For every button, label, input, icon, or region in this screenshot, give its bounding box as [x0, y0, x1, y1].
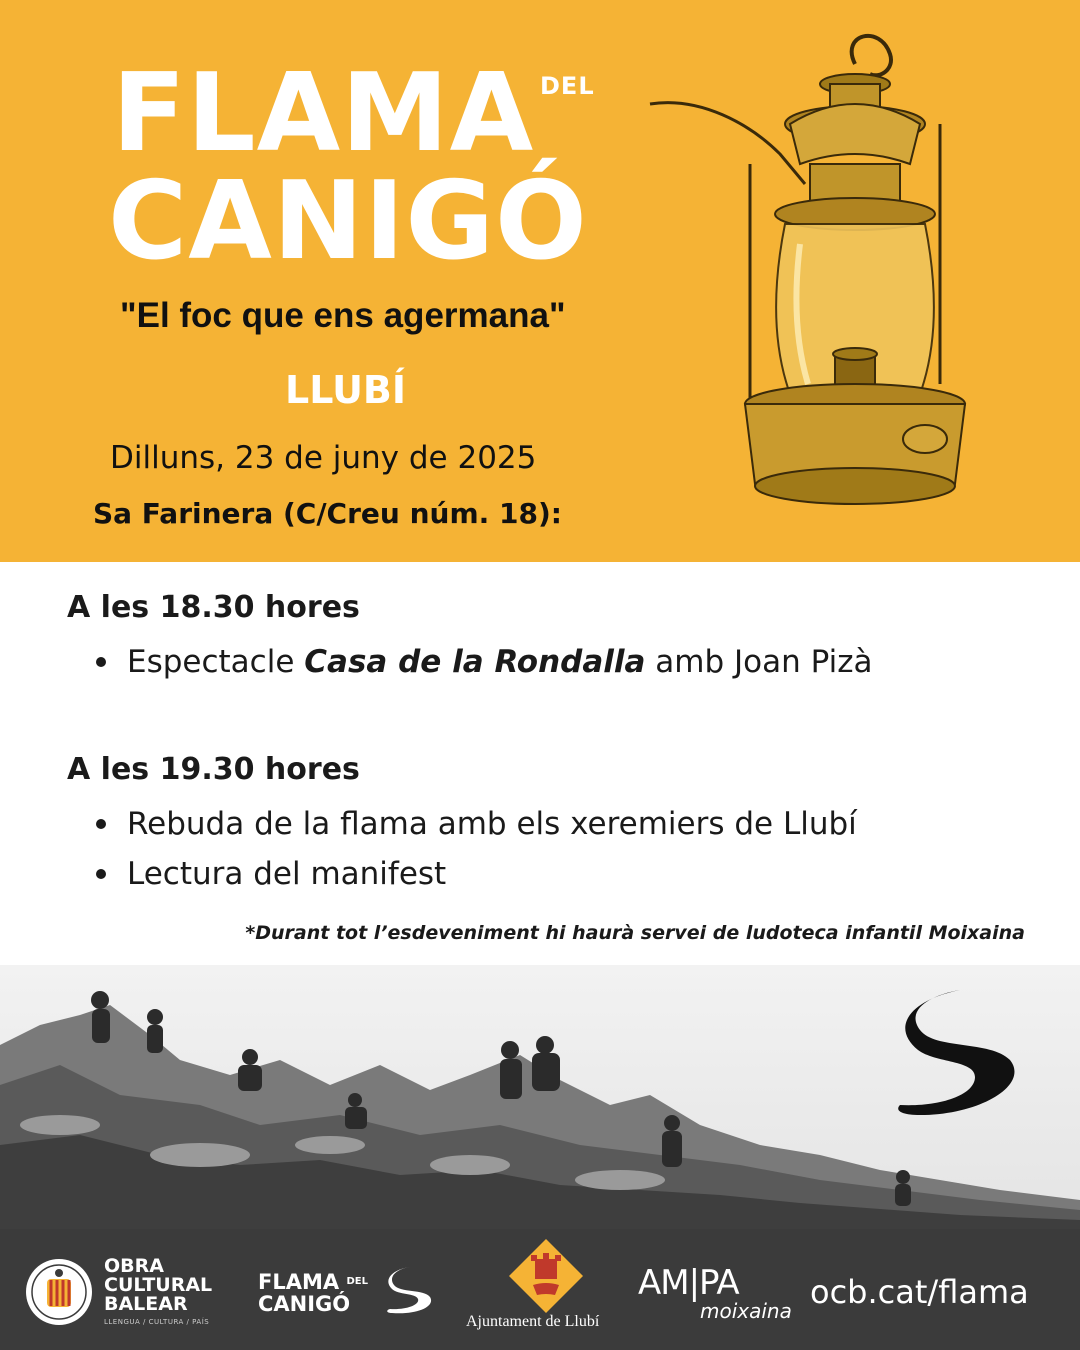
childcare-note: *Durant tot l’esdeveniment hi haurà servei de ludoteca infantil Moixaina: [245, 922, 1025, 944]
flama-canigo-logo: [258, 1271, 368, 1315]
item-suffix: amb Joan Pizà: [645, 644, 873, 680]
ajuntament-crest-icon: [507, 1237, 585, 1315]
mountain-photo-illustration: [0, 965, 1080, 1229]
event-date: Dilluns, 23 de juny de 2025: [110, 440, 537, 476]
bullet: [96, 657, 106, 667]
slot-2-time: A les 19.30 hores: [67, 752, 360, 787]
website-url: ocb.cat/flama: [810, 1273, 1029, 1311]
title-canigo: CANIGÓ: [108, 159, 588, 284]
title-flama: FLAMA: [112, 51, 535, 176]
ocb-line-3: BALEAR: [104, 1293, 188, 1315]
lantern-image: [640, 24, 980, 524]
ocb-logo-text: [104, 1257, 212, 1314]
slot-1-item-1: [127, 637, 907, 687]
ocb-line-2: CULTURAL: [104, 1274, 213, 1296]
town-name: LLUBÍ: [285, 368, 407, 412]
show-title: Casa de la Rondalla: [304, 644, 646, 680]
ampa-moixaina-text: moixaina: [700, 1299, 792, 1323]
event-venue: Sa Farinera (C/Creu núm. 18):: [93, 497, 562, 530]
title-del: DEL: [540, 72, 595, 100]
hikers-photo: [0, 965, 1080, 1229]
footer-logos: [0, 1229, 1080, 1350]
bullet: [96, 869, 106, 879]
item-prefix: Espectacle: [127, 644, 305, 680]
bullet: [96, 819, 106, 829]
slot-2-item-2: Lectura del manifest: [127, 856, 447, 892]
flame-s-small-icon: [382, 1265, 436, 1317]
fc-line-2: CANIGÓ: [258, 1292, 351, 1316]
fc-small: DEL: [346, 1276, 368, 1287]
slot-2-item-1: Rebuda de la flama amb els xeremiers de Llubí: [127, 806, 857, 842]
ocb-seal-icon: [24, 1257, 94, 1327]
ajuntament-label: Ajuntament de Llubí: [466, 1313, 600, 1330]
ocb-line-1: OBRA: [104, 1255, 164, 1277]
slogan: "El foc que ens agermana": [120, 296, 566, 335]
ampa-logo-text: AM|PA: [638, 1263, 739, 1303]
fc-line-1: FLAMA: [258, 1270, 340, 1294]
header-banner: [0, 0, 1080, 562]
slot-1-time: A les 18.30 hores: [67, 590, 360, 625]
program-section: [0, 562, 1080, 965]
ocb-tagline: LLENGUA / CULTURA / PAÍS: [104, 1318, 210, 1326]
